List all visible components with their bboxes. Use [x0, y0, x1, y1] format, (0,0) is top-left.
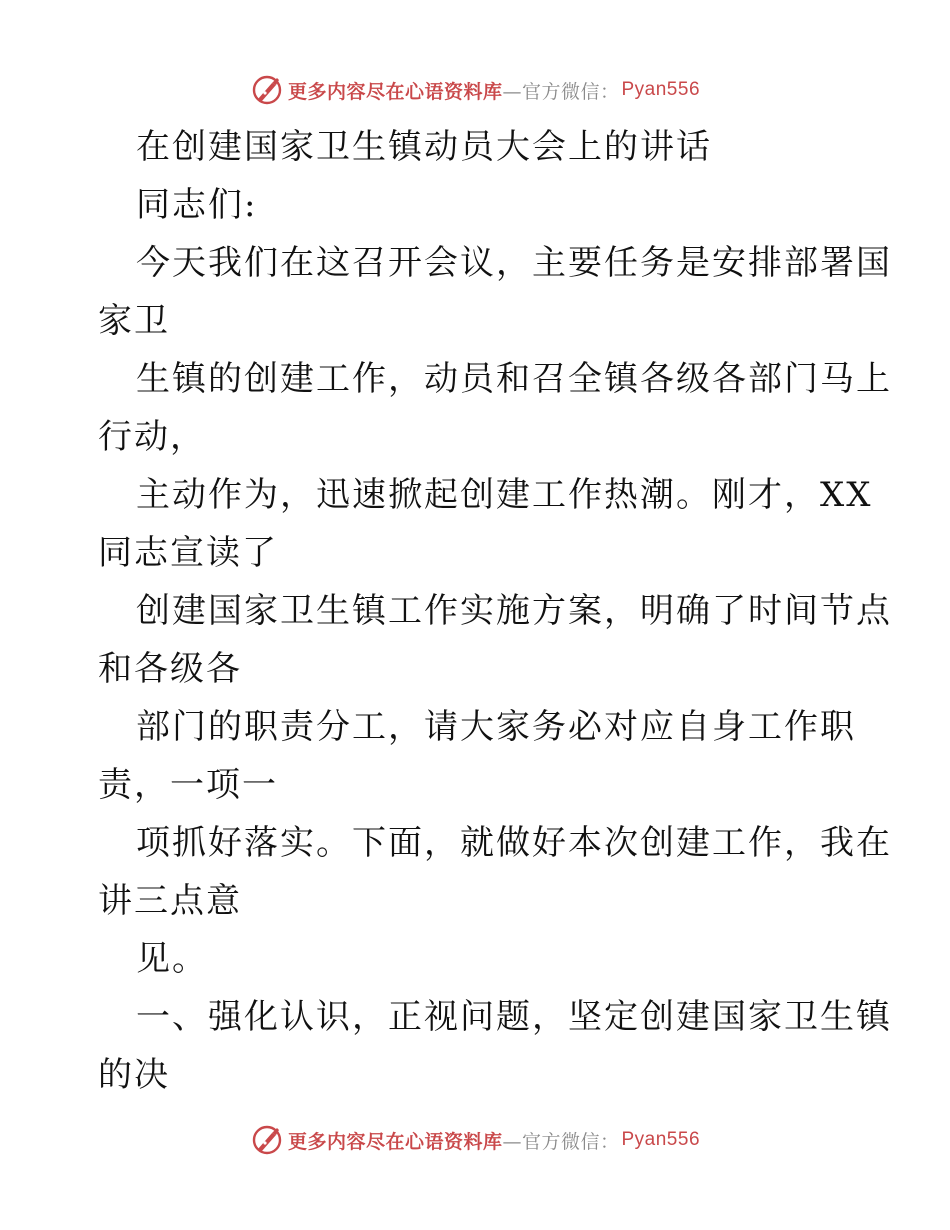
paragraph-line: 见。: [136, 939, 208, 979]
paragraph-line: 主动作为，迅速掀起创建工作热潮。刚才，XX: [136, 475, 873, 515]
document-body: [98, 118, 892, 1104]
watermark-official-text: —官方微信：: [502, 80, 620, 103]
paragraph-line: 责，一项一: [98, 765, 278, 805]
paragraph-line: 同志宣读了: [98, 533, 278, 573]
paragraph-line: 讲三点意: [98, 881, 242, 921]
section-heading-continued: 的决: [98, 1055, 170, 1095]
section-heading: 一、强化认识，正视问题，坚定创建国家卫生镇: [136, 997, 892, 1037]
salutation: 同志们:: [136, 185, 258, 225]
paragraph-line: 今天我们在这召开会议，主要任务是安排部署国: [136, 243, 892, 283]
footer-watermark-banner: [0, 1118, 950, 1162]
pen-nib-logo-icon: [250, 1123, 284, 1157]
paragraph-line: 生镇的创建工作，动员和召全镇各级各部门马上: [136, 359, 892, 399]
paragraph-line: 和各级各: [98, 649, 242, 689]
pen-nib-logo-icon: [250, 73, 284, 107]
watermark-wechat-handle: Pyan556: [621, 1129, 701, 1150]
watermark-brand-text: 更多内容尽在心语资料库: [287, 1130, 503, 1153]
paragraph-line: 行动，: [98, 417, 206, 457]
watermark-wechat-handle: Pyan556: [621, 79, 701, 100]
paragraph-line: 项抓好落实。下面，就做好本次创建工作，我在: [136, 823, 892, 863]
document-title: 在创建国家卫生镇动员大会上的讲话: [136, 127, 712, 167]
header-watermark-banner: [0, 68, 950, 112]
paragraph-line: 部门的职责分工，请大家务必对应自身工作职: [136, 707, 856, 747]
paragraph-line: 创建国家卫生镇工作实施方案，明确了时间节点: [136, 591, 892, 631]
watermark-official-text: —官方微信：: [502, 1130, 620, 1153]
paragraph-line: 家卫: [98, 301, 170, 341]
watermark-brand-text: 更多内容尽在心语资料库: [287, 80, 503, 103]
